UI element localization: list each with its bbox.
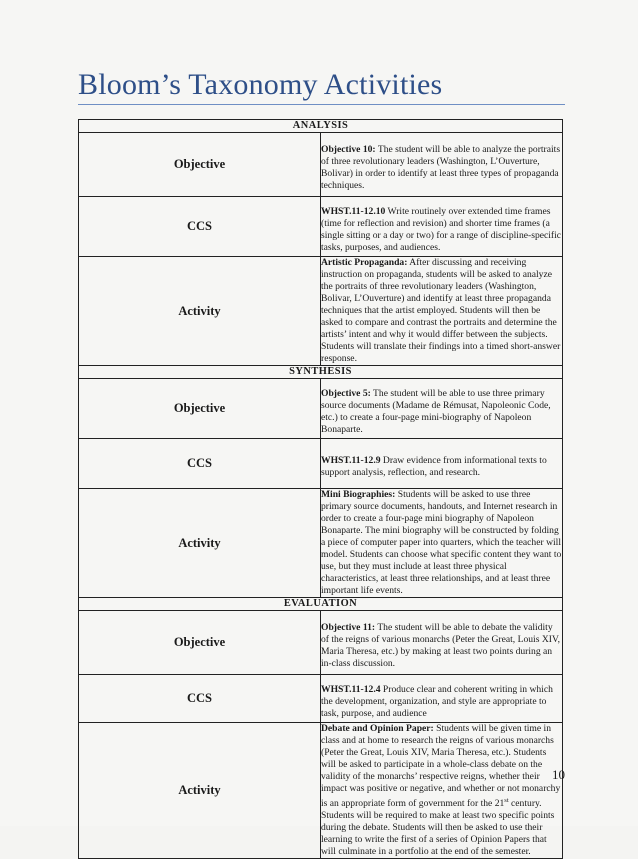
row-lead: Objective 10: <box>321 144 376 155</box>
row-label: Activity <box>79 257 321 366</box>
row-content <box>321 723 563 859</box>
row-lead: Objective 5: <box>321 388 371 399</box>
row-text: Write routinely over extended time frames (time for reflection and revision) and shorter time frames (a single sitting or a day or two) for a range of discipline-specific tasks, purposes, and audiences. <box>321 206 562 253</box>
row-content <box>321 197 563 257</box>
row-text: The student will be able to debate the validity of the reigns of various monarchs (Peter the Great, Louis XIV, Maria Theresa, etc.) by making at least two points during an in-class discussion. <box>321 622 561 669</box>
table-row <box>79 723 563 859</box>
row-label: Objective <box>79 133 321 197</box>
section-header-row <box>79 120 563 133</box>
row-label: Activity <box>79 489 321 598</box>
row-label: Objective <box>79 379 321 439</box>
row-content <box>321 439 563 489</box>
section-header-row <box>79 598 563 611</box>
row-text: The student will be able to analyze the portraits of three revolutionary leaders (Washington, L’Ouverture, Bolivar) in order to identify at least three types of propaganda techniques. <box>321 144 561 191</box>
row-content <box>321 133 563 197</box>
row-text: Draw evidence from informational texts to support analysis, reflection, and research. <box>321 455 547 478</box>
row-lead: Debate and Opinion Paper: <box>321 723 434 734</box>
row-content <box>321 489 563 598</box>
title-underline <box>78 104 565 105</box>
row-content <box>321 611 563 675</box>
section-header-synthesis: SYNTHESIS <box>79 366 563 379</box>
ordinal-suffix: st <box>504 797 509 804</box>
row-lead: WHST.11-12.10 <box>321 206 386 217</box>
row-text: Students will be asked to use three primary source documents, handouts, and Internet research in order to create a four-page mini biography of Napoleon Bonaparte. The mini biography will be constructed by folding a piece of computer paper into quarters, which the teacher will model. Students can choose what specific content they want to use, but they must include at least three physical characteristics, at least three relationships, and at least three important life events. <box>321 489 562 596</box>
row-label: Objective <box>79 611 321 675</box>
section-header-analysis: ANALYSIS <box>79 120 563 133</box>
row-text: After discussing and receiving instruction on propaganda, students will be asked to analyze the portraits of three revolutionary leaders (Washington, Bolivar, L’Ouverture) and identify at least three propaganda techniques that the artist employed. Students will then be asked to compare and contrast the portraits and determine the artists’ intent and why it would differ between the subjects. Students will translate their findings into a timed short-answer response. <box>321 257 561 364</box>
section-header-evaluation: EVALUATION <box>79 598 563 611</box>
row-text: The student will be able to use three primary source documents (Madame de Rémusat, Napoleonic Code, etc.) to create a four-page mini-biography of Napoleon Bonaparte. <box>321 388 551 435</box>
page-title: Bloom’s Taxonomy Activities <box>78 68 443 101</box>
table-row <box>79 611 563 675</box>
row-text-tail: century. Students will be required to make at least two specific points during the debate. Students will then be asked to use their learning to write the first of a series of Opinion Papers that will culminate in a portfolio at the end of the semester. <box>321 798 555 858</box>
row-content <box>321 675 563 723</box>
row-lead: Mini Biographies: <box>321 489 396 500</box>
table-row <box>79 675 563 723</box>
table-row <box>79 489 563 598</box>
row-lead: Objective 11: <box>321 622 376 633</box>
table-row <box>79 197 563 257</box>
table-row <box>79 439 563 489</box>
row-content <box>321 379 563 439</box>
taxonomy-table <box>78 119 563 859</box>
row-text: Produce clear and coherent writing in which the development, organization, and style are appropriate to task, purpose, and audience <box>321 684 553 719</box>
table-row <box>79 379 563 439</box>
row-text: Students will be given time in class and at home to research the reigns of various monarchs (Peter the Great, Louis XIV, Maria Theresa, etc.). Students will be asked to participate in a whole-class debate on the validity of the monarchs’ respective reigns, whether their impact was positive or negative, and whether or not monarchy is an appropriate form of government for the 21 <box>321 723 561 810</box>
table-row <box>79 257 563 366</box>
row-label: CCS <box>79 197 321 257</box>
section-header-row <box>79 366 563 379</box>
row-lead: WHST.11-12.9 <box>321 455 381 466</box>
row-label: CCS <box>79 439 321 489</box>
row-lead: Artistic Propaganda: <box>321 257 408 268</box>
row-label: CCS <box>79 675 321 723</box>
table-row <box>79 133 563 197</box>
page-number: 10 <box>552 767 565 782</box>
row-lead: WHST.11-12.4 <box>321 684 381 695</box>
row-content <box>321 257 563 366</box>
row-label: Activity <box>79 723 321 859</box>
